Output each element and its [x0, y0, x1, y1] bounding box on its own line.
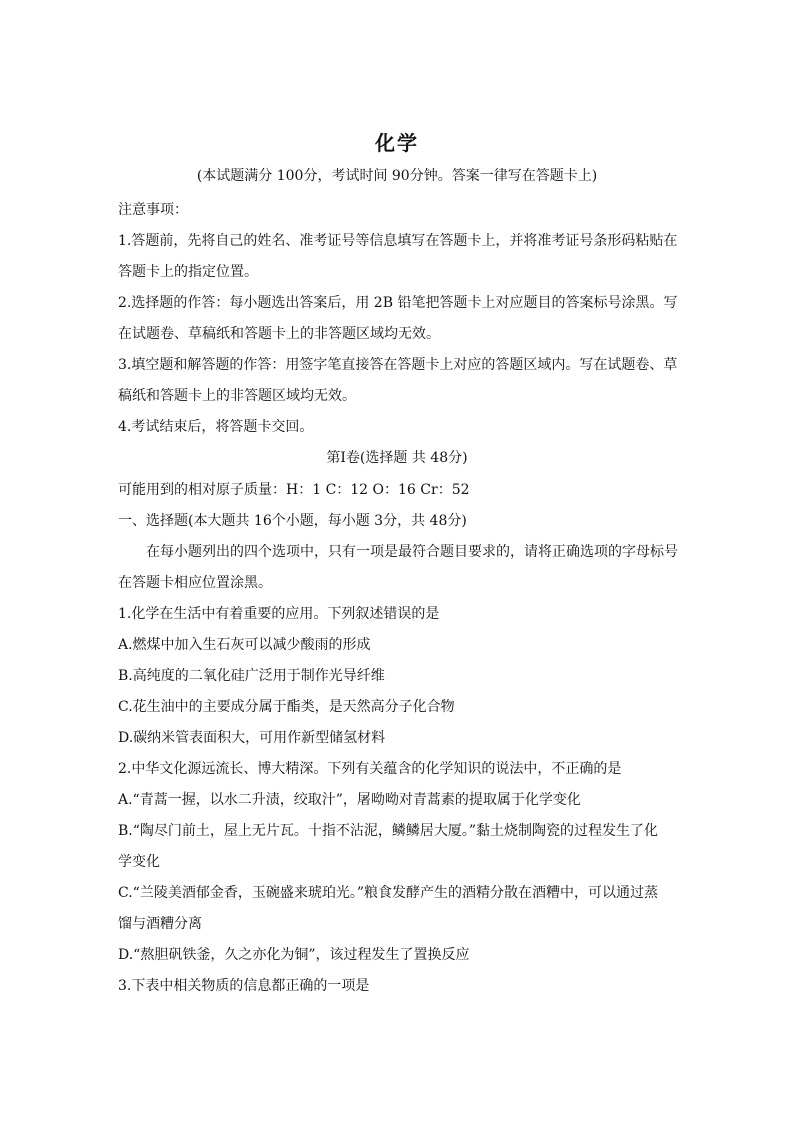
question-2-option-c: C.“兰陵美酒郁金香，玉碗盛来琥珀光。”粮食发酵产生的酒精分散在酒糟中，可以通过蒸	[118, 885, 658, 901]
notice-line: 1.答题前，先将自己的姓名、准考证号等信息填写在答题卡上，并将准考证号条形码粘贴在	[118, 233, 678, 249]
notice-line: 3.填空题和解答题的作答：用签字笔直接答在答题卡上对应的答题区域内。写在试题卷、草	[118, 357, 678, 373]
question-2-stem: 2.中华文化源远流长、博大精深。下列有关蕴含的化学知识的说法中，不正确的是	[118, 761, 622, 777]
instruction-line: 在每小题列出的四个选项中，只有一项是最符合题目要求的，请将正确选项的字母标号	[146, 544, 678, 560]
question-1-option-c: C.花生油中的主要成分属于酯类，是天然高分子化合物	[118, 699, 455, 715]
exam-subtitle: (本试题满分 100分，考试时间 90分钟。答案一律写在答题卡上)	[196, 168, 598, 184]
question-1-option-b: B.高纯度的二氧化硅广泛用于制作光导纤维	[118, 668, 385, 684]
notice-line: 4.考试结束后，将答题卡交回。	[118, 419, 314, 435]
notice-line: 2.选择题的作答：每小题选出答案后，用 2B 铅笔把答题卡上对应题目的答案标号涂黑。写	[118, 295, 678, 311]
question-3-stem: 3.下表中相关物质的信息都正确的一项是	[118, 978, 370, 994]
question-2-option-a: A.“青蒿一握，以水二升渍，绞取汁”，屠呦呦对青蒿素的提取属于化学变化	[118, 792, 581, 808]
question-2-option-c-cont: 馏与酒糟分离	[118, 916, 202, 932]
notice-line: 答题卡上的指定位置。	[118, 264, 258, 280]
page-title: 化学	[375, 131, 419, 155]
notice-line: 稿纸和答题卡上的非答题区域均无效。	[118, 388, 356, 404]
instruction-line: 在答题卡相应位置涂黑。	[118, 575, 272, 591]
question-1-option-d: D.碳纳米管表面积大，可用作新型储氢材料	[118, 730, 386, 746]
question-1-stem: 1.化学在生活中有着重要的应用。下列叙述错误的是	[118, 606, 440, 622]
question-2-option-d: D.“熬胆矾铁釜，久之亦化为铜”，该过程发生了置换反应	[118, 947, 470, 963]
question-2-option-b-cont: 学变化	[118, 854, 160, 870]
section-title: 第Ⅰ卷(选择题 共 48分)	[326, 450, 468, 466]
notice-line: 在试题卷、草稿纸和答题卡上的非答题区域均无效。	[118, 326, 440, 342]
question-2-option-b: B.“陶尽门前土，屋上无片瓦。十指不沾泥，鳞鳞居大厦。”黏土烧制陶瓷的过程发生了化	[118, 823, 659, 839]
atomic-mass-line: 可能用到的相对原子质量：H：1 C：12 O：16 Cr：52	[118, 482, 470, 498]
notice-heading: 注意事项：	[118, 202, 188, 218]
part-heading: 一、选择题(本大题共 16个小题，每小题 3分，共 48分)	[118, 513, 467, 529]
question-1-option-a: A.燃煤中加入生石灰可以减少酸雨的形成	[118, 637, 371, 653]
